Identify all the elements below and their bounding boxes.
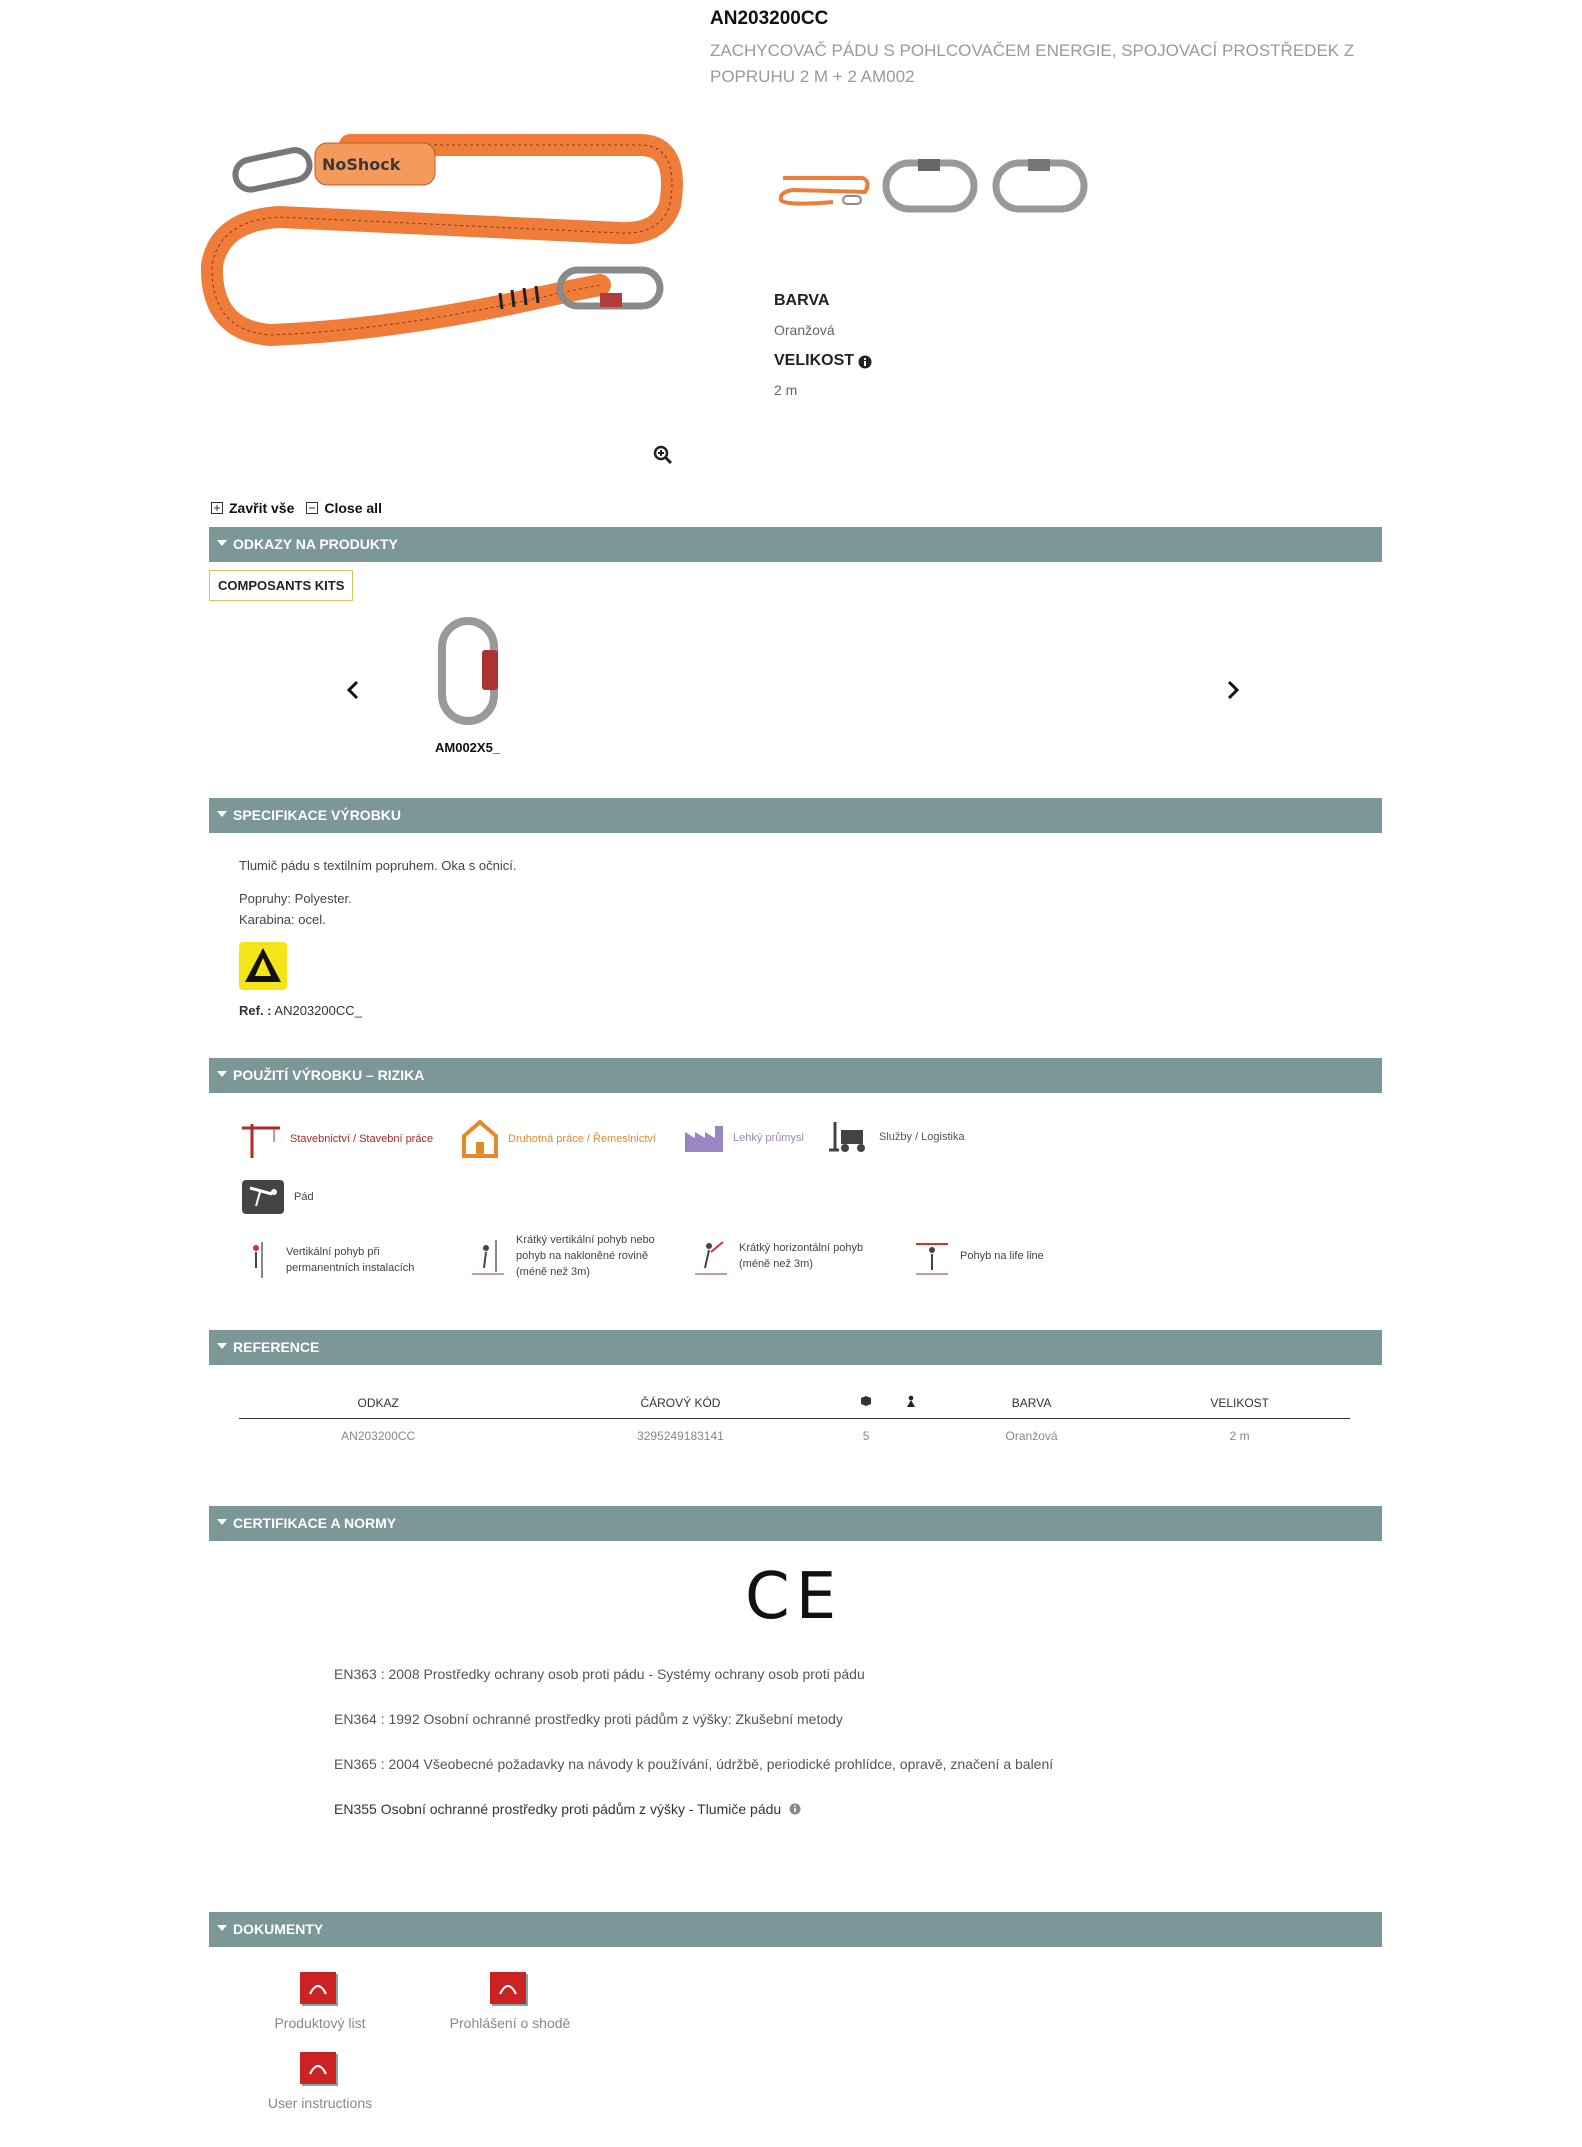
section-title: ODKAZY NA PRODUKTY xyxy=(233,536,398,552)
movement-2-line2: pohyb na nakloněné rovině xyxy=(516,1250,649,1262)
movement-3-line2: (méně než 3m) xyxy=(739,1258,813,1270)
package-icon xyxy=(860,1395,872,1407)
delta-plus-logo-icon xyxy=(239,942,287,990)
cell-color: Oranžová xyxy=(1005,1429,1058,1443)
norm-en364: EN364 : 1992 Osobní ochranné prostředky proti pádům z výšky: Zkušební metody xyxy=(334,1711,843,1727)
product-code: AN203200CC xyxy=(710,8,829,29)
section-header-usage[interactable] xyxy=(209,1058,1382,1093)
section-header-reference[interactable] xyxy=(209,1330,1382,1365)
risk-fall: Pád xyxy=(294,1191,314,1203)
expand-all-link[interactable]: Zavřit vše xyxy=(229,500,295,516)
ce-mark: CE xyxy=(745,1560,843,1634)
movement-2-line1: Krátký vertikální pohyb nebo xyxy=(516,1234,655,1246)
movement-3-line1: Krátký horizontální pohyb xyxy=(739,1242,864,1254)
doc-label[interactable]: User instructions xyxy=(267,2095,373,2111)
info-icon[interactable] xyxy=(789,1803,801,1815)
col-header-ref: ODKAZ xyxy=(239,1387,517,1419)
collapse-arrow-icon xyxy=(217,811,227,817)
section-title: REFERENCE xyxy=(233,1339,320,1355)
sector-light-industry: Lehký průmysl xyxy=(733,1132,804,1144)
section-title: SPECIFIKACE VÝROBKU xyxy=(233,807,402,823)
section-header-spec[interactable] xyxy=(209,798,1382,833)
thumbnail-carabiner-1[interactable] xyxy=(880,155,980,215)
section-title: POUŽITÍ VÝROBKU – RIZIKA xyxy=(233,1067,425,1083)
sector-crafts: Druhotná práce / Řemeslnictví xyxy=(508,1133,656,1145)
section-title: DOKUMENTY xyxy=(233,1921,324,1937)
person-icon xyxy=(905,1395,917,1407)
doc-declaration[interactable] xyxy=(430,1970,590,2031)
thumbnail-lanyard[interactable] xyxy=(773,160,873,220)
collapse-arrow-icon xyxy=(217,1343,227,1349)
collapse-arrow-icon xyxy=(217,1071,227,1077)
crane-icon xyxy=(242,1120,282,1158)
size-label: VELIKOST xyxy=(774,352,855,369)
cell-barcode: 3295249183141 xyxy=(637,1429,724,1443)
pdf-icon xyxy=(488,1970,532,2010)
carousel-next-icon[interactable] xyxy=(1225,680,1241,700)
col-header-person xyxy=(889,1387,934,1419)
col-header-barcode: ČÁROVÝ KÓD xyxy=(517,1387,843,1419)
color-label: BARVA xyxy=(774,292,830,309)
doc-product-sheet[interactable] xyxy=(240,1970,400,2031)
ref-value: AN203200CC_ xyxy=(274,1003,362,1018)
sector-logistics: Služby / Logistika xyxy=(879,1131,965,1143)
col-header-color: BARVA xyxy=(934,1387,1130,1419)
pdf-icon xyxy=(298,2050,342,2090)
section-header-links[interactable] xyxy=(209,527,1382,562)
collapse-arrow-icon xyxy=(217,1519,227,1525)
movement-2-line3: (méně než 3m) xyxy=(516,1266,590,1278)
collapse-arrow-icon xyxy=(217,1925,227,1931)
close-all-link[interactable]: Close all xyxy=(324,500,382,516)
section-title: CERTIFIKACE A NORMY xyxy=(233,1515,397,1531)
reference-table xyxy=(239,1387,1350,1453)
close-all-icon xyxy=(306,502,318,514)
info-icon[interactable] xyxy=(858,355,872,369)
col-header-size: VELIKOST xyxy=(1129,1387,1350,1419)
col-header-package xyxy=(844,1387,889,1419)
doc-user-instructions[interactable] xyxy=(240,2050,400,2111)
size-value: 2 m xyxy=(774,382,798,398)
movement-1-line1: Vertikální pohyb při xyxy=(286,1246,380,1258)
fall-icon xyxy=(242,1180,284,1214)
product-main-image[interactable] xyxy=(200,125,690,355)
ref-label: Ref. : xyxy=(239,1003,272,1018)
sector-construction: Stavebnictví / Stavební práce xyxy=(290,1133,434,1145)
noshock-print: NoShock xyxy=(322,155,401,174)
cell-size: 2 m xyxy=(1229,1429,1250,1443)
color-value: Oranžová xyxy=(774,322,835,338)
norm-en355: EN355 Osobní ochranné prostředky proti pádům z výšky - Tlumiče pádu xyxy=(334,1801,782,1817)
spec-text-1: Tlumič pádu s textilním popruhem. Oka s očnicí. xyxy=(239,858,517,873)
product-description: ZACHYCOVAČ PÁDU S POHLCOVAČEM ENERGIE, SPOJOVACÍ PROSTŘEDEK Z POPRUHU 2 M + 2 AM002 xyxy=(710,41,1355,86)
cell-ref: AN203200CC xyxy=(341,1429,416,1443)
cell-package: 5 xyxy=(862,1429,870,1443)
movement-4-line1: Pohyb na life line xyxy=(960,1250,1044,1262)
cell-person xyxy=(889,1419,934,1454)
norm-en363: EN363 : 2008 Prostředky ochrany osob proti pádu - Systémy ochrany osob proti pádu xyxy=(334,1666,865,1682)
spec-text-3: Karabina: ocel. xyxy=(239,912,326,927)
spec-text-2: Popruhy: Polyester. xyxy=(239,891,352,906)
house-icon xyxy=(460,1120,500,1158)
tab-composants-kits[interactable]: COMPOSANTS KITS xyxy=(209,570,353,601)
norm-en365: EN365 : 2004 Všeobecné požadavky na návody k používání, údržbě, periodické prohlídce, opravě, značení a balení xyxy=(334,1756,1054,1772)
carousel-prev-icon[interactable] xyxy=(345,680,361,700)
thumbnail-carabiner-2[interactable] xyxy=(990,155,1090,215)
collapse-arrow-icon xyxy=(217,540,227,546)
pdf-icon xyxy=(298,1970,342,2010)
forklift-icon xyxy=(829,1120,871,1154)
doc-label[interactable]: Prohlášení o shodě xyxy=(449,2015,571,2031)
expand-all-icon xyxy=(211,502,223,514)
zoom-icon[interactable] xyxy=(653,445,673,465)
inclined-movement-icon xyxy=(470,1236,506,1276)
lifeline-movement-icon xyxy=(914,1236,950,1276)
horizontal-movement-icon xyxy=(693,1236,729,1276)
doc-label[interactable]: Produktový list xyxy=(274,2015,366,2031)
movement-1-line2: permanentních instalacích xyxy=(286,1262,415,1274)
linked-product-name[interactable]: AM002X5_ xyxy=(435,740,501,755)
section-header-docs[interactable] xyxy=(209,1912,1382,1947)
vertical-movement-icon xyxy=(248,1240,276,1280)
section-header-cert[interactable] xyxy=(209,1506,1382,1541)
carabiner-am002-image[interactable] xyxy=(430,615,510,730)
factory-icon xyxy=(683,1122,725,1154)
table-row xyxy=(239,1419,1350,1454)
